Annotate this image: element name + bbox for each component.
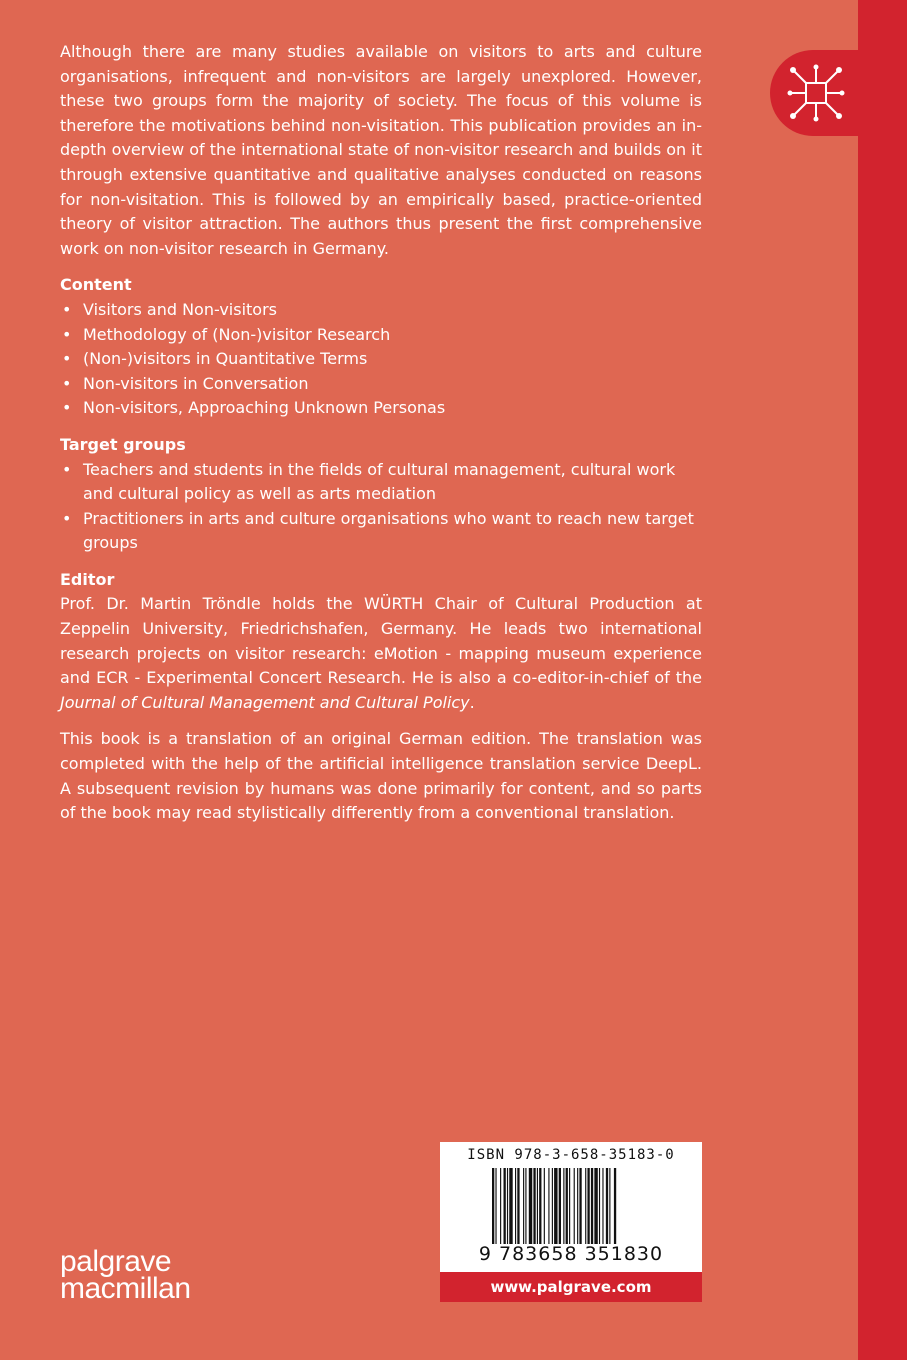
barcode-bar: [509, 1168, 512, 1244]
target-groups-list: [60, 458, 702, 556]
barcode-bar: [500, 1168, 501, 1244]
content-item: • Methodology of (Non-)visitor Research: [60, 323, 702, 348]
barcode-bar: [517, 1168, 519, 1244]
description-paragraph: Although there are many studies available on visitors to arts and culture organisations, infrequent and non-visitors are largely unexplored. However, these two groups form the majority of society. The focus of this volume is therefore the motivations behind non-visitation. This publication provides an in-depth overview of the international state of non-visitor research and builds on it through extensive quantitative and qualitative analyses conducted on reasons for non-visitation. This is followed by an empirically based, practice-oriented theory of visitor attraction. The authors thus present the first comprehensive work on non-visitor research in Germany.: [60, 42, 702, 258]
editor-end: .: [469, 692, 475, 712]
barcode-bar: [548, 1168, 549, 1244]
target-group-item: • Teachers and students in the fields of cultural management, cultural work and cultural policy as well as arts mediation: [60, 458, 702, 507]
target-group-item: • Practitioners in arts and culture organisations who want to reach new target groups: [60, 507, 702, 556]
barcode-bar: [614, 1168, 616, 1244]
barcode-bar: [602, 1168, 603, 1244]
palgrave-network-emblem-icon: [784, 61, 848, 125]
publisher-logo: [60, 1245, 191, 1305]
barcode-bar: [495, 1168, 496, 1244]
editor-text: Prof. Dr. Martin Tröndle holds the WÜRTH Chair of Cultural Production at Zeppelin University, Friedrichshafen, Germany. He leads two international research projects on visitor research: eMotion - mapping museum experience and ECR - Experimental Concert Research. He is also a co-editor-in-chief of the: [60, 594, 702, 688]
barcode-bar: [537, 1168, 538, 1244]
barcode-bar: [609, 1168, 610, 1244]
barcode-bar: [539, 1168, 541, 1244]
barcode-bar: [504, 1168, 506, 1244]
barcode-bar: [563, 1168, 564, 1244]
barcode-bar: [569, 1168, 570, 1244]
barcode-bar: [507, 1168, 508, 1244]
ean-number: 9 783658 351830: [478, 1243, 664, 1265]
barcode-bar: [585, 1168, 586, 1244]
barcode-bar: [587, 1168, 589, 1244]
journal-title: Journal of Cultural Management and Cultural Policy: [60, 692, 470, 712]
palgrave-emblem: [770, 50, 876, 136]
spine-strip: [858, 0, 907, 1360]
barcode-bar: [554, 1168, 557, 1244]
barcode-bar: [533, 1168, 535, 1244]
back-cover-text: [60, 40, 702, 826]
barcode-bar: [606, 1168, 608, 1244]
content-item: • Non-visitors in Conversation: [60, 372, 702, 397]
barcode-bar: [515, 1168, 516, 1244]
barcode-bar: [566, 1168, 568, 1244]
barcode-bar: [591, 1168, 593, 1244]
editor-paragraph: [60, 592, 702, 715]
barcode-bar: [577, 1168, 578, 1244]
barcode-block: [440, 1142, 702, 1272]
barcode-bar: [529, 1168, 532, 1244]
barcode-bar: [552, 1168, 553, 1244]
website-url: www.palgrave.com: [440, 1272, 702, 1302]
content-item: • Non-visitors, Approaching Unknown Personas: [60, 396, 702, 421]
content-list: [60, 298, 702, 421]
editor-heading: Editor: [60, 569, 115, 589]
translation-note: This book is a translation of an original German edition. The translation was completed with the help of the artificial intelligence translation service DeepL. A subsequent revision by humans was done primarily for content, and so parts of the book may read stylistically differently from a conventional translation.: [60, 729, 702, 823]
barcode-bar: [523, 1168, 524, 1244]
barcode-bar: [544, 1168, 545, 1244]
barcode-bar: [559, 1168, 561, 1244]
content-heading: Content: [60, 275, 132, 295]
content-item: • (Non-)visitors in Quantitative Terms: [60, 347, 702, 372]
barcode-bar: [492, 1168, 494, 1244]
publisher-logo-line2: macmillan: [60, 1272, 191, 1305]
content-item: • Visitors and Non-visitors: [60, 298, 702, 323]
barcode-bar: [599, 1168, 600, 1244]
barcode-bar: [594, 1168, 597, 1244]
barcode-icon: [492, 1168, 650, 1244]
target-groups-heading: Target groups: [60, 434, 186, 454]
barcode-bar: [579, 1168, 581, 1244]
barcode-bar: [525, 1168, 526, 1244]
publisher-logo-line1: palgrave: [60, 1245, 172, 1278]
barcode-bar: [574, 1168, 575, 1244]
isbn-label: ISBN 978-3-658-35183-0: [467, 1147, 675, 1163]
